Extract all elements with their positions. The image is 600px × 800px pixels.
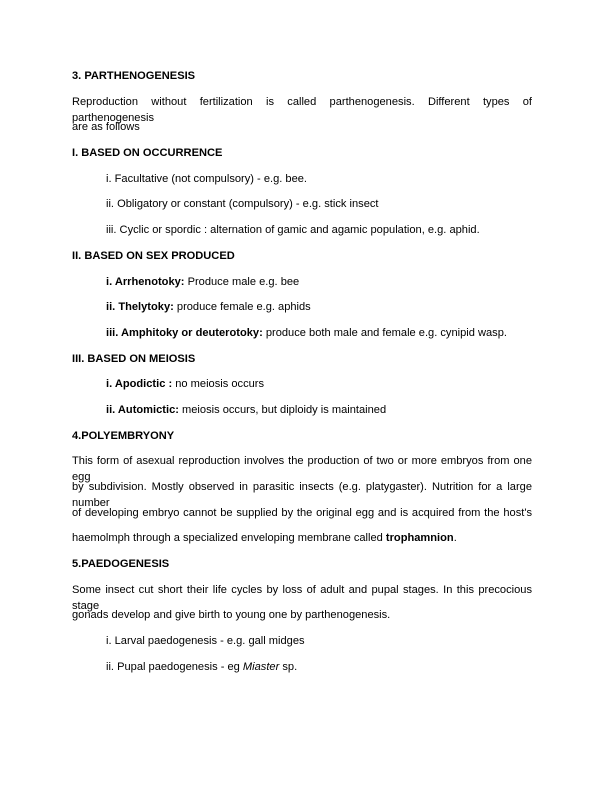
list-item-desc: no meiosis occurs [172,378,265,391]
genus-name: Miaster [242,660,280,673]
list-item: i. Facultative (not compulsory) - e.g. bee. [106,172,308,185]
list-item [72,659,532,685]
list-item-term: ii. Thelytoky: [106,301,174,314]
document-page [72,68,532,685]
list-item-text: ii. Pupal paedogenesis - eg [106,660,243,673]
subsection-heading-occurrence: I. BASED ON OCCURRENCE [72,147,223,160]
list-item [72,376,532,402]
list-item-desc: produce both male and female e.g. cynipid wasp. [262,326,507,339]
paragraph-line: Some insect cut short their life cycles by loss of adult and pupal stages. In this precocious stage [72,583,532,612]
paragraph-line: by subdivision. Mostly observed in parasitic insects (e.g. platygaster). Nutrition for a large number [72,481,532,509]
term-trophamnion: trophamnion [385,532,454,545]
subsection-heading-sex-produced: II. BASED ON SEX PRODUCED [72,249,235,262]
list-item: iii. Cyclic or spordic : alternation of gamic and agamic population, e.g. aphid. [106,224,480,237]
paragraph-line: gonads develop and give birth to young one by parthenogenesis. [72,609,391,622]
list-item-text: sp. [279,660,298,673]
list-item-desc: Produce male e.g. bee [184,275,300,288]
paragraph-text: haemolmph through a specialized enveloping membrane called [72,532,386,545]
list-item-term: iii. Amphitoky or deuterotoky: [106,326,263,339]
paragraph-line [72,530,532,556]
list-item [72,325,532,351]
subsection-heading-meiosis: III. BASED ON MEIOSIS [72,352,196,365]
paragraph-text: . [453,532,457,545]
paragraph-line: This form of asexual reproduction involves the production of two or more embryos from one egg [72,455,532,484]
list-item [72,299,532,325]
list-item [72,274,532,300]
list-item: ii. Obligatory or constant (compulsory) - e.g. stick insect [106,198,379,211]
section-heading-parthenogenesis: 3. PARTHENOGENESIS [72,70,196,82]
list-item-term: i. Apodictic : [106,378,173,391]
section-heading-paedogenesis: 5.PAEDOGENESIS [72,558,170,571]
paragraph-line: Reproduction without fertilization is called parthenogenesis. Different types of parthenogenesis [72,95,532,124]
list-item-desc: meiosis occurs, but diploidy is maintained [178,403,387,416]
list-item-desc: produce female e.g. aphids [173,301,311,314]
list-item-term: i. Arrhenotoky: [106,275,185,288]
paragraph-line: of developing embryo cannot be supplied by the original egg and is acquired from the host's [72,506,532,519]
section-heading-polyembryony: 4.POLYEMBRYONY [72,429,175,442]
list-item: i. Larval paedogenesis - e.g. gall midges [106,635,305,648]
list-item-term: ii. Automictic: [106,403,179,416]
paragraph-line: are as follows [72,121,140,134]
list-item [72,402,532,428]
